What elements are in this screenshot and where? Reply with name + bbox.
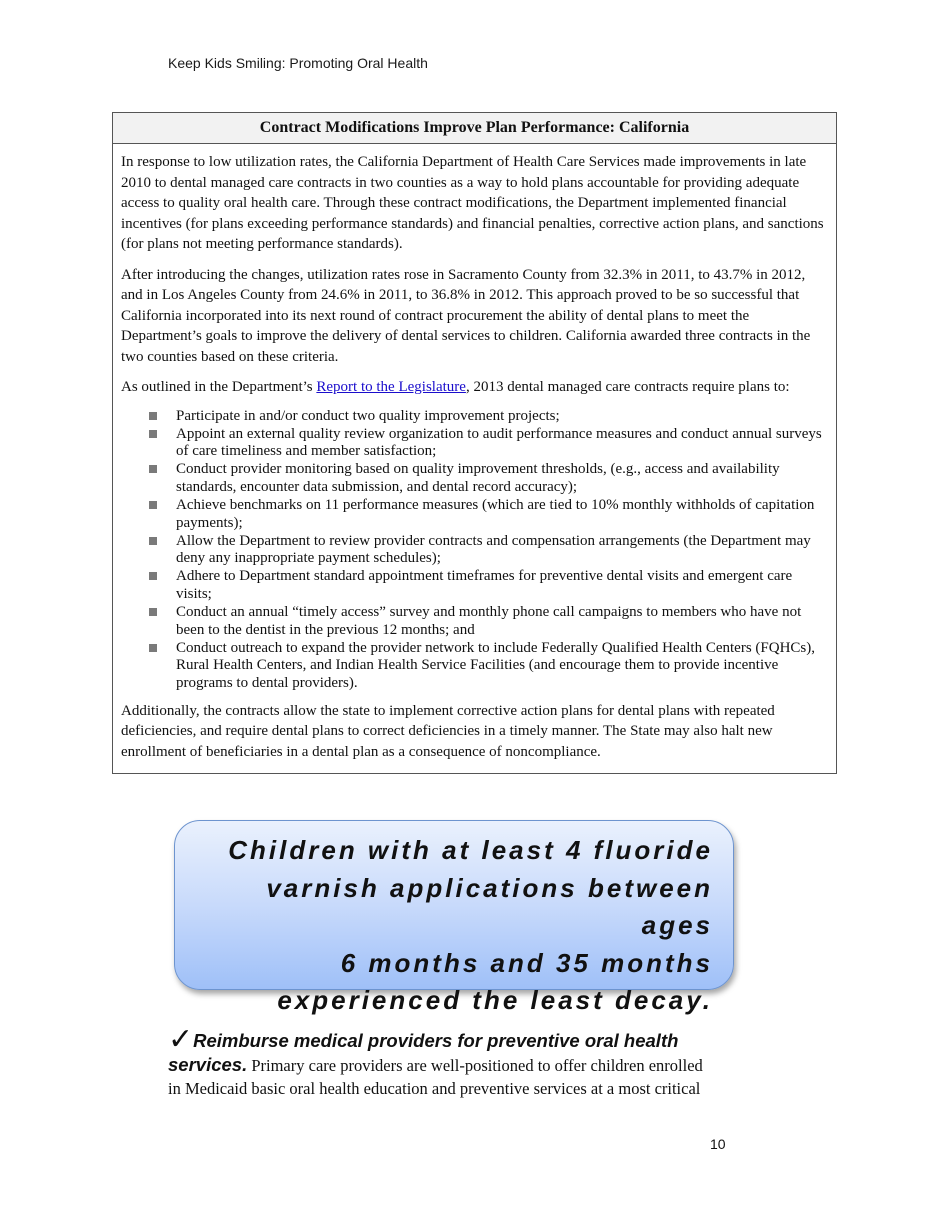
paragraph-3-lead-text: As outlined in the Department’s [121,379,317,395]
requirements-list [121,408,828,693]
sidebar-paragraph-2: After introducing the changes, utilization rates rose in Sacramento County from 32.3% in 2011, to 43.7% in 2012, and in Los Angeles County from 24.6% in 2011, to 36.8% in 2012. This approach proved to be so successful that California incorporated into its next round of contract procurement the ability of dental plans to meet the Department’s goals to improve the delivery of dental services to children. California awarded three contracts in the two counties based on these criteria. [121,266,811,365]
recommendation-line-2 [168,1053,738,1077]
recommendation-line-3: in Medicaid basic oral health education and preventive services at a most critical [168,1079,701,1098]
sidebar-paragraph-1: In response to low utilization rates, the California Department of Health Care Services made improvements in late 2010 to dental managed care contracts in two counties as a way to hold plans accountable for providing adequate access to quality oral health care. Through these contract modifications, the Department implemented financial incentives (for plans exceeding performance standards) and financial penalties, corrective action plans, and sanctions (for plans not meeting performance standards). [121,154,824,252]
callout-line-1: Children with at least 4 fluoride [228,835,713,865]
list-item [176,568,828,603]
square-bullet-icon [149,412,157,420]
sidebar-box-title: Contract Modifications Improve Plan Performance: California [113,113,836,144]
list-item-text: Participate in and/or conduct two quality improvement projects; [176,407,560,424]
list-item-text: Adhere to Department standard appointment timeframes for preventive dental visits and emergent care visits; [176,568,793,602]
list-item [176,408,828,426]
checkmark-icon: ✓ [168,1022,194,1057]
list-item [176,461,828,496]
list-item [176,604,828,639]
list-item-text: Conduct an annual “timely access” survey and monthly phone call campaigns to members who have not been to the dentist in the previous 12 months; and [176,604,802,638]
list-item [176,640,828,693]
square-bullet-icon [149,537,157,545]
list-item [176,533,828,568]
square-bullet-icon [149,430,157,438]
square-bullet-icon [149,644,157,652]
sidebar-paragraph-4: Additionally, the contracts allow the state to implement corrective action plans for dental plans with repeated deficiencies, and require dental plans to correct deficiencies in a timely manner. The State may also halt new enrollment of beneficiaries in a dental plan as a consequence of noncompliance. [121,702,775,760]
callout-line-3: 6 months and 35 months [340,947,713,978]
square-bullet-icon [149,608,157,616]
list-item [176,426,828,461]
list-item-text: Achieve benchmarks on 11 performance measures (which are tied to 10% monthly withholds of capitation payments); [176,496,815,531]
square-bullet-icon [149,572,157,580]
running-header: Keep Kids Smiling: Promoting Oral Health [168,55,428,71]
callout-line-2: varnish applications between ages [266,872,713,940]
square-bullet-icon [149,465,157,473]
list-item-text: Conduct provider monitoring based on quality improvement thresholds, (e.g., access and availability standards, encounter data submission, and dental record accuracy); [176,461,780,495]
callout-line-4: experienced the least decay. [277,985,713,1015]
list-item [176,497,828,532]
recommendation-section [168,1022,738,1100]
sidebar-box-body [113,144,836,762]
recommendation-heading: Reimburse medical providers for preventive oral health [193,1030,679,1051]
page-number: 10 [710,1136,726,1152]
list-item-text: Appoint an external quality review organization to audit performance measures and conduct annual surveys of care timeliness and member satisfaction; [176,425,822,460]
fluoride-callout [174,820,734,1015]
recommendation-line-1 [168,1022,738,1057]
recommendation-heading-end: services. [168,1054,248,1075]
list-item-text: Conduct outreach to expand the provider network to include Federally Qualified Health Centers (FQHCs), Rural Health Centers, and Indian Health Service Facilities (and encourage them to provide incentive programs to dental providers). [176,639,815,691]
recommendation-body-1: Primary care providers are well-positioned to offer children enrolled [247,1056,703,1075]
square-bullet-icon [149,501,157,509]
report-to-legislature-link[interactable]: Report to the Legislature [316,379,466,395]
list-item-text: Allow the Department to review provider contracts and compensation arrangements (the Department may deny any inappropriate payment schedules); [176,532,811,567]
paragraph-3-trail-text: , 2013 dental managed care contracts require plans to: [465,379,790,395]
california-sidebar-box [112,112,837,774]
sidebar-paragraph-3 [121,377,828,398]
